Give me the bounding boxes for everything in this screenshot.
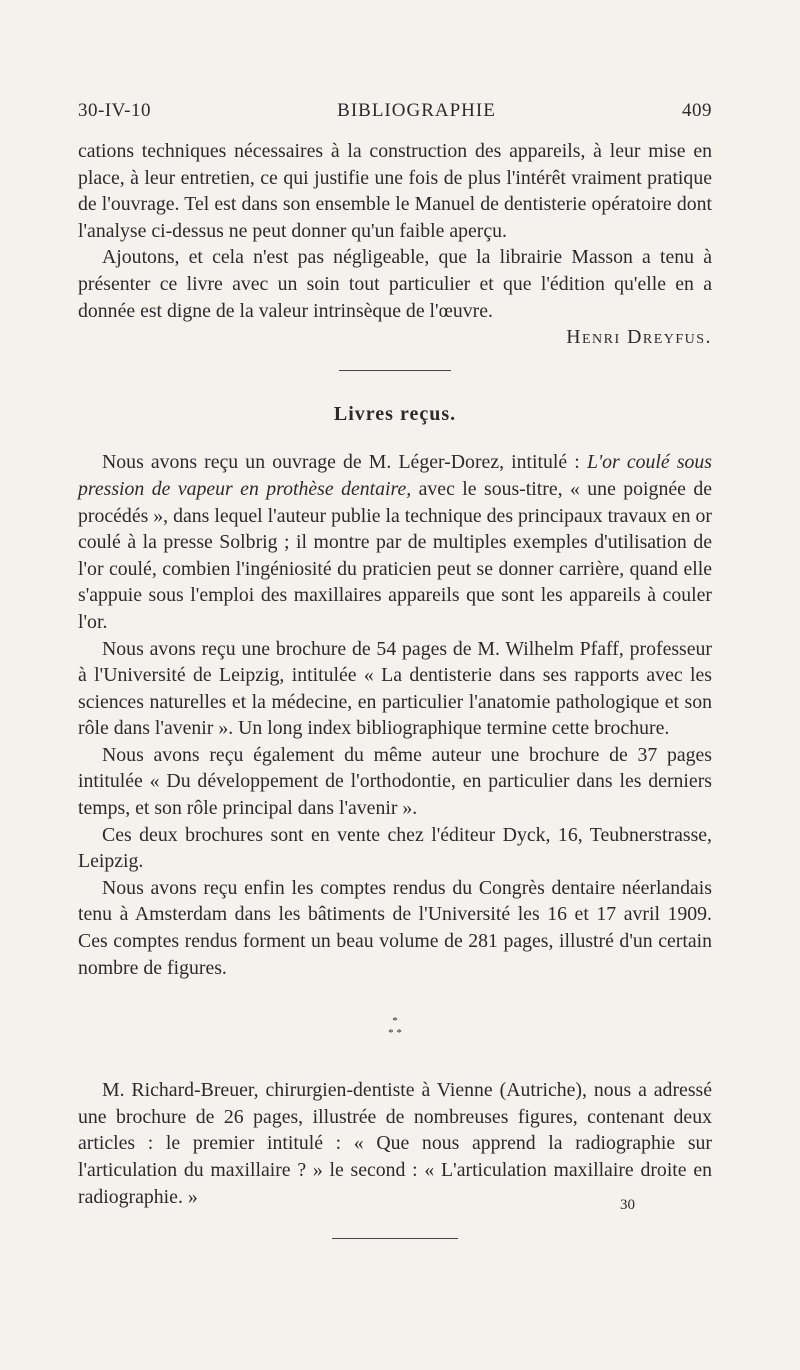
paragraph-leger-dorez-intro: Nous avons reçu un ouvrage de M. Léger-Dorez, intitulé : [102, 451, 587, 474]
paragraph-masson: Ajoutons, et cela n'est pas négligeable, que la librairie Masson a tenu à présenter ce livre avec un soin tout particulier et que l'édition qu'elle en a donnée est digne de la valeur intrinsèque de l'œuvre. [78, 246, 712, 322]
paragraph-dyck: Ces deux brochures sont en vente chez l'éditeur Dyck, 16, Teubnerstrasse, Leipzig. [78, 823, 712, 873]
running-head-title: BIBLIOGRAPHIE [337, 100, 496, 121]
paragraph-continuation: cations techniques nécessaires à la construction des appareils, à leur mise en place, à leur entretien, ce qui justifie une fois de plus l'intérêt vraiment pratique de l'ouvrage. Tel est dans son ensemble le Manuel de dentisterie opératoire dont l'analyse ci-dessus ne peut donner qu'un faible aperçu. [78, 140, 712, 242]
paragraph-congres: Nous avons reçu enfin les comptes rendus du Congrès dentaire néerlandais tenu à Amsterdam dans les bâtiments de l'Université les 16 et 17 avril 1909. Ces comptes rendus forment un beau volume de 281 pages, illustré d'un certain nombre de figures. [78, 876, 712, 979]
page-number: 409 [681, 100, 712, 121]
signature-mark: 30 [620, 1197, 635, 1213]
section-heading: Livres reçus. [333, 402, 457, 425]
page-body [78, 138, 712, 1239]
paragraph-leger-dorez-rest: avec le sous-titre, « une poignée de procédés », dans lequel l'auteur publie la technique des principaux travaux en or coulé à la presse Solbrig ; il montre par de multiples exemples d'utilisation de l'or coulé, combien l'ingéniosité du praticien peut se donner carrière, quand elle s'appuie sous l'emploi des maxillaires appareils que sont les appareils à couler l'or. [78, 477, 712, 633]
paragraph-orthodontie: Nous avons reçu également du même auteur une brochure de 37 pages intitulée « Du développement de l'orthodontie, en particulier dans les derniers temps, et son rôle principal dans l'avenir ». [78, 743, 712, 820]
running-head-date: 30-IV-10 [78, 100, 151, 121]
separator-rule [339, 370, 451, 371]
running-head [78, 100, 712, 122]
paragraph-leger-dorez [78, 449, 712, 635]
asterism-bottom: * * [388, 1027, 402, 1040]
paragraph-pfaff: Nous avons reçu une brochure de 54 pages de M. Wilhelm Pfaff, professeur à l'Université de Leipzig, intitulée « La dentisterie dans ses rapports avec les sciences naturelles et la médecine, en particulier l'anatomie pathologique et son rôle dans l'avenir ». Un long index bibliographique termine cette brochure. [78, 637, 712, 740]
paragraph-richard-breuer: M. Richard-Breuer, chirurgien-dentiste à Vienne (Autriche), nous a adressé une brochure de 26 pages, illustrée de nombreuses figures, contenant deux articles : le premier intitulé : « Que nous apprend la radiographie sur l'articulation du maxillaire ? » le second : « L'articulation maxillaire droite en radiographie. » [78, 1079, 712, 1208]
asterism [78, 1015, 712, 1039]
book-title: L'or coulé sous pression de vapeur en prothèse dentaire, [78, 451, 713, 500]
author-signature: Henri Dreyfus. [566, 326, 712, 349]
end-rule [332, 1238, 458, 1239]
asterism-top: * [392, 1015, 398, 1028]
